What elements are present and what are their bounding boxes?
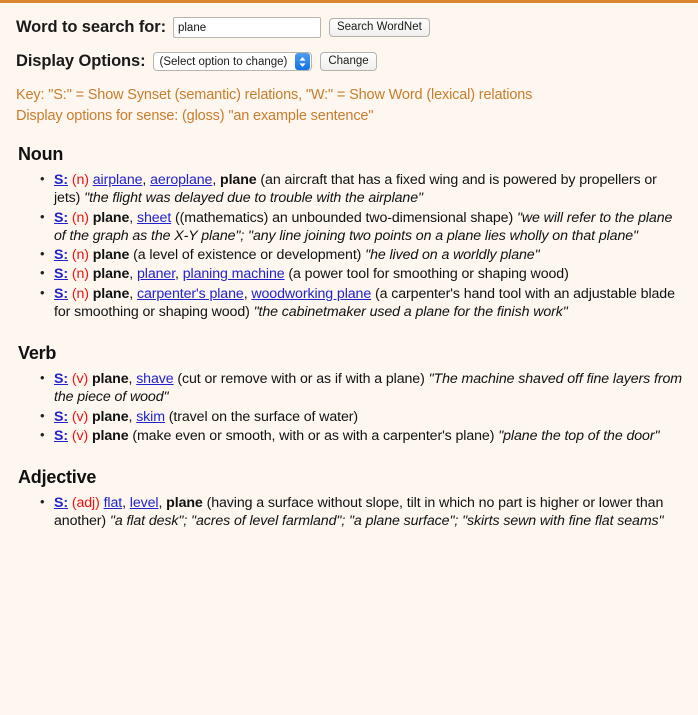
part-of-speech-tag: (adj) bbox=[71, 495, 100, 512]
gloss-text: (cut or remove with or as if with a plane) bbox=[177, 371, 425, 388]
change-button[interactable]: Change bbox=[320, 52, 376, 71]
gloss-text: (an aircraft that has a fixed wing and is powered by propellers or jets) bbox=[54, 172, 657, 207]
part-of-speech-tag: (v) bbox=[71, 427, 89, 444]
gloss-text: (travel on the surface of water) bbox=[168, 408, 359, 425]
gloss-text: (a carpenter's hand tool with an adjustable blade for smoothing or shaping wood) bbox=[54, 285, 675, 320]
show-synset-relations-link[interactable]: S: bbox=[54, 266, 68, 283]
show-synset-relations-link[interactable]: S: bbox=[54, 285, 68, 302]
display-options-row bbox=[16, 52, 688, 71]
show-synset-relations-link[interactable]: S: bbox=[54, 408, 68, 425]
part-of-speech-tag: (v) bbox=[71, 408, 89, 425]
headword: plane bbox=[166, 495, 203, 512]
synonym-link[interactable]: aeroplane bbox=[150, 172, 213, 189]
sense-list-noun bbox=[16, 171, 688, 321]
display-options-select[interactable] bbox=[153, 52, 313, 71]
key-block bbox=[16, 85, 688, 126]
gloss-text: (make even or smooth, with or as with a carpenter's plane) bbox=[132, 427, 495, 444]
gloss-text: (a power tool for smoothing or shaping wood) bbox=[288, 266, 569, 283]
synonym-link[interactable]: skim bbox=[136, 408, 165, 425]
example-sentence: "plane the top of the door" bbox=[498, 427, 660, 444]
synonym-link[interactable]: flat bbox=[103, 495, 123, 512]
gloss-text: ((mathematics) an unbounded two-dimensional shape) bbox=[175, 209, 514, 226]
part-of-speech-tag: (n) bbox=[71, 172, 89, 189]
synonym-link[interactable]: carpenter's plane bbox=[136, 285, 244, 302]
show-synset-relations-link[interactable]: S: bbox=[54, 495, 68, 512]
display-options-label: Display Options: bbox=[16, 52, 146, 70]
synonym-link[interactable]: sheet bbox=[136, 209, 172, 226]
headword: plane bbox=[91, 427, 129, 444]
sense-item: • S: (adj) flat, level, plane (having a surface without slope, tilt in which no part is higher or lower than another) "a flat desk"; "acres of level farmland"; "a plane surface"; "skirts sewn with fine flat seams" bbox=[16, 494, 682, 531]
pos-heading-verb: Verb bbox=[18, 343, 57, 364]
show-synset-relations-link[interactable]: S: bbox=[54, 172, 68, 189]
example-sentence: "the flight was delayed due to trouble with the airplane" bbox=[84, 190, 423, 207]
example-sentence: "he lived on a worldly plane" bbox=[365, 247, 540, 264]
show-synset-relations-link[interactable]: S: bbox=[54, 427, 68, 444]
headword: plane bbox=[92, 209, 130, 226]
show-synset-relations-link[interactable]: S: bbox=[54, 209, 68, 226]
gloss-text: (a level of existence or development) bbox=[133, 247, 362, 264]
show-synset-relations-link[interactable]: S: bbox=[54, 247, 68, 264]
part-of-speech-tag: (n) bbox=[71, 247, 89, 264]
sense-list-verb bbox=[16, 370, 688, 445]
sense-item: • S: (n) plane, sheet ((mathematics) an unbounded two-dimensional shape) "we will refer to the plane of the graph as the X-Y plane"; "any line joining two points on a plane lies wholly on that plane" bbox=[16, 209, 682, 246]
sense-item bbox=[16, 427, 682, 445]
headword: plane bbox=[220, 172, 257, 189]
key-line-sense-display: Display options for sense: (gloss) "an example sentence" bbox=[16, 107, 374, 124]
sense-item: • S: (n) plane, carpenter's plane, woodworking plane (a carpenter's hand tool with an adjustable blade for smoothing or shaping wood) "the cabinetmaker used a plane for the finish work" bbox=[16, 285, 682, 322]
updown-chevron-icon[interactable] bbox=[295, 53, 310, 70]
example-sentence: "The machine shaved off fine layers from the piece of wood" bbox=[54, 371, 682, 406]
sense-sections bbox=[16, 144, 688, 531]
synonym-link[interactable]: level bbox=[129, 495, 159, 512]
part-of-speech-tag: (v) bbox=[71, 371, 89, 388]
search-input[interactable] bbox=[173, 17, 321, 38]
show-synset-relations-link[interactable]: S: bbox=[54, 371, 68, 388]
example-sentence: "a flat desk"; "acres of level farmland"; "a plane surface"; "skirts sewn with fine flat seams" bbox=[109, 513, 664, 530]
key-line-relations: Key: "S:" = Show Synset (semantic) relations, "W:" = Show Word (lexical) relations bbox=[16, 87, 533, 103]
synonym-link[interactable]: planer bbox=[136, 266, 176, 283]
headword: plane bbox=[92, 285, 130, 302]
page-content bbox=[0, 3, 698, 531]
synonym-link[interactable]: airplane bbox=[92, 172, 143, 189]
search-wordnet-button[interactable]: Search WordNet bbox=[329, 18, 430, 37]
top-strip bbox=[638, 0, 698, 3]
headword: plane bbox=[92, 247, 130, 264]
synonym-link[interactable]: shave bbox=[136, 371, 174, 388]
search-label: Word to search for: bbox=[16, 18, 166, 36]
gloss-text: (having a surface without slope, tilt in which no part is higher or lower than another) bbox=[54, 495, 664, 530]
synonym-link[interactable]: woodworking plane bbox=[251, 285, 372, 302]
headword: plane bbox=[92, 266, 130, 283]
synonym-link[interactable]: planing machine bbox=[182, 266, 285, 283]
headword: plane bbox=[91, 371, 129, 388]
example-sentence: "we will refer to the plane of the graph as the X-Y plane"; "any line joining two points on a plane lies wholly on that plane" bbox=[54, 209, 673, 244]
part-of-speech-tag: (n) bbox=[71, 266, 89, 283]
sense-item: • S: (v) plane, skim (travel on the surface of water) bbox=[16, 408, 682, 426]
part-of-speech-tag: (n) bbox=[71, 285, 89, 302]
pos-heading-noun: Noun bbox=[18, 144, 64, 165]
sense-item bbox=[16, 246, 682, 264]
pos-heading-adjective: Adjective bbox=[18, 467, 97, 488]
example-sentence: "the cabinetmaker used a plane for the finish work" bbox=[253, 303, 568, 320]
search-row bbox=[16, 17, 688, 38]
display-options-selected-value: (Select option to change) bbox=[159, 55, 288, 68]
sense-item: • S: (v) plane, shave (cut or remove with or as if with a plane) "The machine shaved off fine layers from the piece of wood" bbox=[16, 370, 682, 407]
part-of-speech-tag: (n) bbox=[71, 209, 89, 226]
sense-item: • S: (n) plane, planer, planing machine (a power tool for smoothing or shaping wood) bbox=[16, 265, 682, 283]
headword: plane bbox=[91, 408, 129, 425]
sense-list-adjective bbox=[16, 494, 688, 531]
sense-item: • S: (n) airplane, aeroplane, plane (an aircraft that has a fixed wing and is powered by propellers or jets) "the flight was delayed due to trouble with the airplane" bbox=[16, 171, 682, 208]
